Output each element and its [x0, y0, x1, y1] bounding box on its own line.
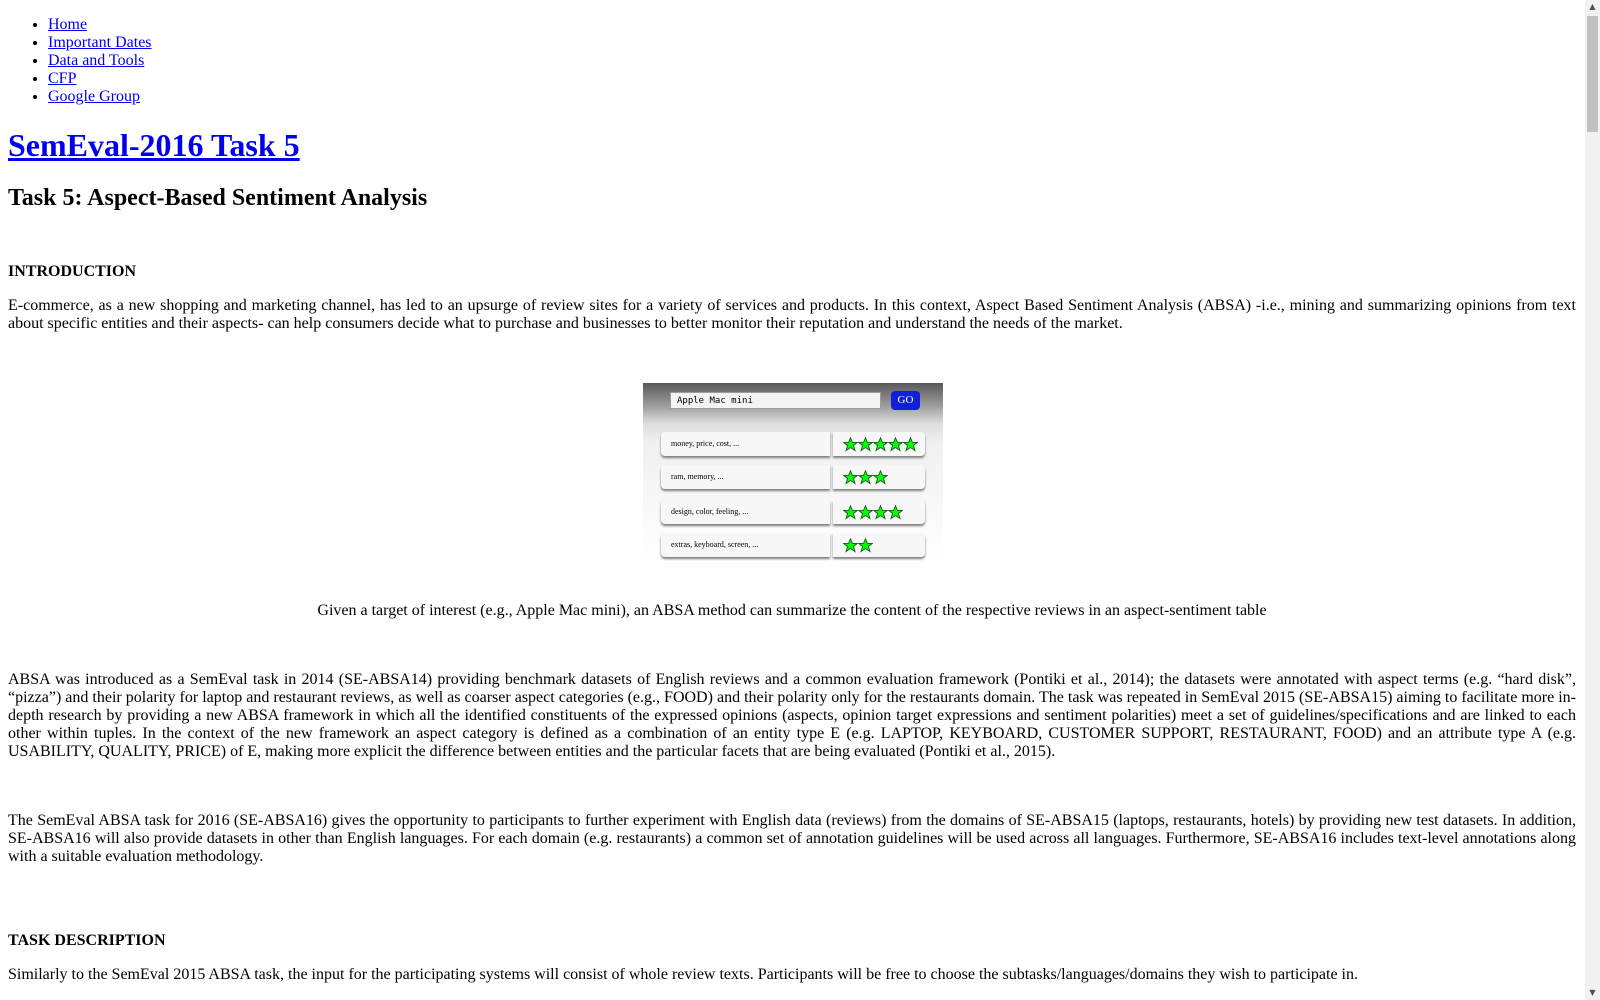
absa-figure: [643, 383, 943, 563]
nav-item-cfp: [48, 70, 1576, 88]
scrollbar-thumb[interactable]: [1587, 16, 1598, 132]
task-description-paragraph: Similarly to the SemEval 2015 ABSA task, the input for the participating systems will consist of whole review texts. Participants will be free to choose the subtasks/languages/domains they wish to participate in.: [8, 966, 1358, 983]
figure-star-rating: [833, 465, 925, 489]
figure-caption: Given a target of interest (e.g., Apple Mac mini), an ABSA method can summarize the content of the respective reviews in an aspect-sentiment table: [317, 602, 1267, 619]
nav-item-data-and-tools: [48, 52, 1576, 70]
nav-link-cfp[interactable]: CFP: [48, 70, 77, 87]
star-icon: [858, 505, 873, 520]
figure-go-button: GO: [891, 391, 920, 410]
vertical-scrollbar[interactable]: [1585, 0, 1600, 1000]
task-description-heading: TASK DESCRIPTION: [8, 932, 166, 949]
figure-aspect-row: [661, 500, 925, 526]
page-content: [8, 0, 1576, 984]
figure-star-rating: [833, 432, 925, 456]
site-title: [8, 127, 1576, 164]
figure-star-rating: [833, 500, 925, 524]
nav-list: [8, 16, 1576, 106]
star-icon: [843, 538, 858, 553]
star-icon: [873, 505, 888, 520]
nav-link-home[interactable]: Home: [48, 16, 88, 33]
figure-aspect-row: [661, 432, 925, 458]
figure-aspect-label: money, price, cost, ...: [661, 432, 830, 456]
nav-item-home: [48, 16, 1576, 34]
site-title-link[interactable]: SemEval-2016 Task 5: [8, 127, 300, 163]
figure-container: [8, 383, 1576, 563]
nav-link-data-and-tools[interactable]: Data and Tools: [48, 52, 145, 69]
se-absa16-paragraph: The SemEval ABSA task for 2016 (SE-ABSA16) gives the opportunity to participants to further experiment with English data (reviews) from the domains of SE-ABSA15 (laptops, restaurants, hotels) by providing new test datasets. In addition, SE-ABSA16 will also provide datasets in other than English languages. For each domain (e.g. restaurants) a common set of annotation guidelines will be used across all languages. Furthermore, SE-ABSA16 includes text-level annotations along with a suitable evaluation methodology.: [8, 812, 1576, 865]
figure-search-box: Apple Mac mini: [670, 392, 881, 409]
scroll-down-arrow-icon[interactable]: ▼: [1589, 988, 1596, 997]
star-icon: [888, 437, 903, 452]
nav-link-important-dates[interactable]: Important Dates: [48, 34, 152, 51]
scroll-up-arrow-icon[interactable]: ▲: [1589, 2, 1596, 11]
introduction-paragraph: E-commerce, as a new shopping and marketing channel, has led to an upsurge of review sites for a variety of services and products. In this context, Aspect Based Sentiment Analysis (ABSA) -i.e., mining and summarizing opinions from text about specific entities and their aspects- can help consumers decide what to purchase and businesses to better monitor their reputation and understand the needs of the market.: [8, 297, 1576, 332]
star-icon: [873, 470, 888, 485]
nav-link-google-group[interactable]: Google Group: [48, 88, 140, 105]
star-icon: [888, 505, 903, 520]
absa-history-paragraph: ABSA was introduced as a SemEval task in 2014 (SE-ABSA14) providing benchmark datasets of English reviews and a common evaluation framework (Pontiki et al., 2014); the datasets were annotated with aspect terms (e.g. “hard disk”, “pizza”) and their polarity for laptop and restaurant reviews, as well as coarser aspect categories (e.g., FOOD) and their polarity only for the restaurants domain. The task was repeated in SemEval 2015 (SE-ABSA15) aiming to facilitate more in-depth research by providing a new ABSA framework in which all the identified constituents of the expressed opinions (aspects, opinion target expressions and sentiment polarities) meet a set of guidelines/specifications and are linked to each other within tuples. In the context of the new framework an aspect category is defined as a combination of an entity type E (e.g. LAPTOP, KEYBOARD, CUSTOMER SUPPORT, RESTAURANT, FOOD) and an attribute type A (e.g. USABILITY, QUALITY, PRICE) of E, making more explicit the difference between entities and the particular facets that are being evaluated (Pontiki et al., 2015).: [8, 671, 1576, 760]
nav-item-google-group: [48, 88, 1576, 106]
star-icon: [843, 470, 858, 485]
figure-aspect-label: ram, memory, ...: [661, 465, 830, 489]
star-icon: [858, 538, 873, 553]
figure-aspect-label: design, color, feeling, ...: [661, 500, 830, 524]
figure-aspect-row: [661, 465, 925, 491]
introduction-heading: INTRODUCTION: [8, 263, 137, 280]
star-icon: [843, 437, 858, 452]
star-icon: [903, 437, 918, 452]
star-icon: [843, 505, 858, 520]
nav-item-important-dates: [48, 34, 1576, 52]
task-title: Task 5: Aspect-Based Sentiment Analysis: [8, 185, 428, 211]
figure-star-rating: [833, 533, 925, 557]
star-icon: [858, 470, 873, 485]
star-icon: [858, 437, 873, 452]
star-icon: [873, 437, 888, 452]
figure-aspect-label: extras, keyboard, screen, ...: [661, 533, 830, 557]
figure-aspect-row: [661, 533, 925, 559]
